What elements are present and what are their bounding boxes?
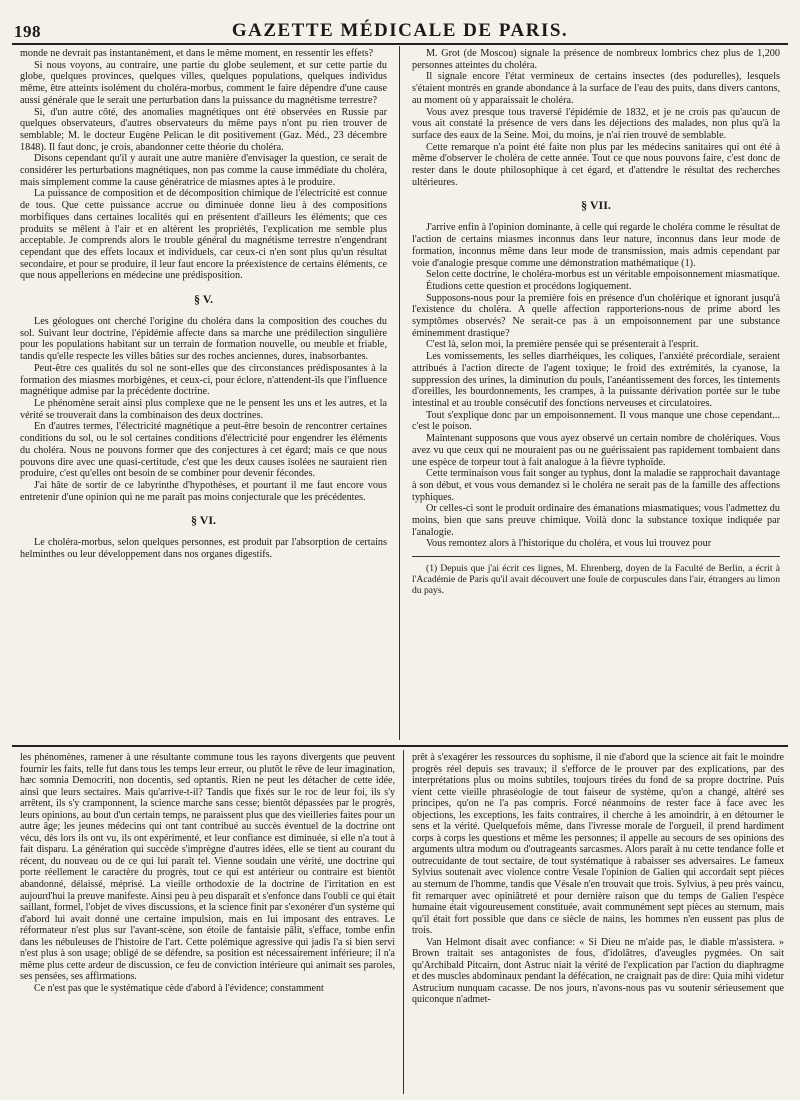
- paragraph: monde ne devrait pas instantanément, et dans le même moment, en ressentir les effets?: [20, 48, 374, 59]
- paragraph: Vous avez presque tous traversé l'épidémie de 1832, et je ne crois pas qu'aucun de vous ait constaté la présence de vers dans les déjections des malades, non plus qu'à la surface des eaux de la Seine. Moi, du moins, je n'ai rien trouvé de semblable.: [412, 106, 780, 141]
- journal-title: GAZETTE MÉDICALE DE PARIS.: [231, 20, 569, 41]
- paragraph: Les vomissements, les selles diarrhéiques, les coliques, l'anxiété précordiale, seraient attribués à l'action directe de l'agent toxique; le froid des extrémités, la cyanose, la suppression des urines, la diminution du pouls, l'anéantissement des forces, les tintements d'oreilles, les bourdonnements, les crampes, à la puissante dérivation portée sur le tube intestinal et au trouble consécutif des fonctions nerveuses et circulatoires.: [412, 351, 780, 409]
- section-heading-vi: § VI.: [190, 513, 217, 528]
- paragraph: La puissance de composition et de décomposition chimique de l'électricité est connue de tous. Que cette puissance accrue ou diminuée donne lieu à des compositions morbifiques dans certaines localités qui en présentent d'ailleurs les éléments; que ces produits se mêlent à l'air et en altèrent les propriétés, l'explication me semble plus acceptable. Je comprends alors le trouble général du magnétisme terrestre n'engendrant cependant que des effets locaux et individuels, car ceux-ci n'en sont plus qu'un résultat secondaire, et pour se produire, il leur faut encore la préexistence de certains éléments, ce que nous appellerions en médecine une prédisposition.: [20, 188, 387, 282]
- paragraph: Or celles-ci sont le produit ordinaire des émanations miasmatiques; vous l'admettez du moins, bien que sans preuve chimique. Voilà donc la substance toxique indiquée par l'analogie.: [412, 503, 780, 538]
- footnote: (1) Depuis que j'ai écrit ces lignes, M. Ehrenberg, doyen de la Faculté de Berlin, a écrit à l'Académie de Paris qu'il avait découvert une foule de corpuscules dans l'air, étrangers au limon du pays.: [412, 563, 780, 597]
- paragraph: les phénomènes, ramener à une résultante commune tous les rayons divergents que peuvent fournir les faits, telle fut dans tous les temps leur erreur, ou plutôt le rêve de leur imagination, hæc somnia Democriti, non docentis, sed optantis. Rien ne peut les détacher de cette idée, ainsi que leurs sectaires. Mais qu'arrive-t-il? Tandis que fixés sur le roc de leur foi, ils s'y arrêtent, ils s'y cramponnent, la science marche sans cesse; bientôt dépassées par le progrès, leurs opinions, au bout d'un certain temps, ne paraissent plus que des vieilleries faites pour un autre âge; les jeunes médecins qui ont tant contribué au succès éventuel de la doctrine ont vécu, dès lors ils ont vu, ils ont expérimenté, et leur confiance est diminuée, si elle n'a tout à fait disparu. La génération qui succède s'imprègne d'autres idées, elle se tient au courant du récent, du nouveau ou de ce qui lui paraît tel. Vienne soudain une vérité, une doctrine qui porte réellement le caractère du progrès, tout ce qui est antérieur ou contraire est bientôt abandonné, délaissé, méprisé. La vieille orthodoxie de la doctrine de l'irritation en est aujourd'hui la preuve manifeste. Ainsi peu à peu disparaît et s'enfonce dans l'oubli ce qui était saillant, formel, l'objet de vives discussions, et la science finit par s'exonérer d'un système qui d'abord lui avait donné une certaine impulsion, mais en lui imposant des entraves. Le réformateur n'est plus sur l'avant-scène, son étoile de fantaisie pâlit, s'efface, tombe enfin dans les nébuleuses de l'histoire de l'art. Cette polémique agressive qui jadis l'a si bien servi n'est plus à son usage; obligé de se défendre, sa position est nécessairement inférieure; il n'a même plus cette ardeur de discussion, ce feu de conviction intérieure qui animait ses paroles, ses pensées, ses affirmations.: [20, 752, 395, 983]
- paragraph: J'arrive enfin à l'opinion dominante, à celle qui regarde le choléra comme le résultat de l'action de certains miasmes inconnus dans leur nature, inconnus dans leur mode de formation, inconnus même dans leur mode de transmission, mais admis cependant par voie d'analogie presque comme une démonstration mathématique (1).: [412, 222, 780, 269]
- paragraph: Le phénomène serait ainsi plus complexe que ne le pensent les uns et les autres, et la vérité se trouverait dans la combinaison des deux doctrines.: [20, 397, 387, 421]
- section-break-rule: [12, 745, 788, 747]
- page-number: 198: [14, 22, 41, 41]
- paragraph: M. Grot (de Moscou) signale la présence de nombreux lombrics chez plus de 1,200 personnes atteintes du choléra.: [412, 48, 780, 71]
- paragraph: Étudions cette question et procédons logiquement.: [426, 280, 632, 292]
- paragraph: Disons cependant qu'il y aurait une autre manière d'envisager la question, ce serait de considérer les perturbations magnétiques, non pas comme la cause immédiate du choléra, mais simplement comme la cause génératrice de miasmes aptes à le produire.: [20, 153, 387, 188]
- paragraph: prêt à s'exagérer les ressources du sophisme, il nie d'abord que la science ait fait le moindre progrès réel depuis ses travaux; il s'efforce de le prouver par des explications, par des interprétations plus ou moins subtiles, toujours tirées du fond de sa propre doctrine. Puis vient cette vieille phraséologie de tout faiseur de système, qu'on a changé, altéré ses principes, qu'on ne l'a pas compris. Forcé néanmoins de rester face à face avec les objections, les exceptions, les faits contraires, il cherche à les amoindrir, à en détourner le sens et la vérité. Quelquefois même, dans l'ivresse morale de l'orgueil, il prend hardiment corps à corps les questions et même les personnes; il appelle au secours de ses opinions des arguments ultra modum ou d'outrageants sarcasmes. Alors paraît à nu cette tendance folle et outrecuidante de tout sectaire, de tout systématique à rabaisser ses adversaires. Le fameux Sylvius soutenait avec violence contre Vesale l'opinion de Galien qui accordait sept pièces au sternum de l'homme, tandis que Vésale n'en trouvait que trois. Sylvius, à peu près vaincu, fit remarquer avec opiniâtreté et pour dernière raison que du temps de Galien l'espèce humaine était vigoureusement constituée, avait communément sept pièces au sternum, mais qu'il était fort possible que dans ce siècle de nains, les hommes n'en eussent pas plus de trois.: [412, 752, 784, 937]
- column-divider: [403, 750, 404, 1094]
- paragraph: J'ai hâte de sortir de ce labyrinthe d'hypothèses, et pourtant il me faut encore vous entretenir d'une opinion qui ne me paraît pas moins conjecturale que les précédentes.: [20, 479, 387, 503]
- paragraph: Selon cette doctrine, le choléra-morbus est un véritable empoisonnement miasmatique.: [426, 269, 780, 281]
- paragraph: Ce n'est pas que le systématique cède d'abord à l'évidence; constamment: [34, 982, 324, 994]
- column-divider: [399, 46, 400, 740]
- paragraph: Supposons-nous pour la première fois en présence d'un cholérique et ignorant jusqu'à l'existence du choléra. A quelle affection rapporterions-nous de prime abord les symptômes observés? Ne serait-ce pas à un empoisonnement par une substance éminemment drastique?: [412, 292, 780, 339]
- paragraph: En d'autres termes, l'électricité magnétique a peut-être besoin de rencontrer certaines conditions du sol, ou le sol certaines conditions d'électricité pour engendrer les éléments du choléra. Nous ne pouvons former que des conjectures à cet égard; mais ce que nous pouvons dire avec une quasi-certitude, c'est que les deux causes isolées ne sauraient rien produire, c'est qu'elles ont besoin de se combiner pour devenir fécondes.: [20, 421, 387, 480]
- page-header: [12, 2, 788, 42]
- paragraph: Il signale encore l'état vermineux de certains insectes (des podurelles), lesquels s'étaient montrés en grande abondance à la surface de l'eau des puits, dans divers cantons, au moment où y apparaissait le choléra.: [412, 71, 780, 106]
- section-heading-v: § V.: [194, 292, 213, 307]
- header-rule: [12, 43, 788, 45]
- paragraph: Peut-être ces qualités du sol ne sont-elles que des circonstances prédisposantes à la formation des miasmes morbigènes, et ceux-ci, pour éclore, n'attendent-ils que l'influence magnétique admise par la précédente doctrine.: [20, 362, 387, 398]
- paragraph: Le choléra-morbus, selon quelques personnes, est produit par l'absorption de certains helminthes ou leur développement dans nos organes digestifs.: [20, 537, 387, 561]
- paragraph: Cette terminaison vous fait songer au typhus, dont la maladie se rapprochait davantage à son début, et vous vous demandez si le choléra ne serait pas de la famille des affections typhiques.: [412, 468, 780, 503]
- lower-right-column: [412, 752, 784, 1092]
- paragraph: Si nous voyons, au contraire, une partie du globe seulement, et sur cette partie du globe, quelques provinces, quelques villes, quelques populations, quelques individus même, être atteints isolément du choléra-morbus, comment le faire dépendre d'une cause aussi générale que le serait une perturbation dans la puissance du magnétisme terrestre?: [20, 59, 387, 106]
- upper-right-column: [412, 48, 780, 736]
- paragraph: Tout s'explique donc par un empoisonnement. Il vous manque une chose cependant... c'est le poison.: [412, 409, 780, 433]
- paragraph: Cette remarque n'a point été faite non plus par les médecins sanitaires qui ont été à même d'observer le choléra de cette année. Tout ce que nous pouvons faire, c'est donc de rester dans le doute philosophique à cet égard, et d'attendre le résultat des recherches ultérieures.: [412, 141, 780, 188]
- footnote-rule: [412, 556, 780, 557]
- upper-left-column: [20, 48, 387, 736]
- paragraph: Si, d'un autre côté, des anomalies magnétiques ont été observées en Russie par quelques observateurs, d'autres observateurs du même pays n'ont pu rien trouver de semblable; M. le docteur Eugène Pelican le dit positivement (Gaz. Méd., 23 décembre 1848). Il faut donc, je crois, abandonner cette théorie du choléra.: [20, 106, 387, 153]
- paragraph: Vous remontez alors à l'historique du choléra, et vous lui trouvez pour: [426, 538, 712, 550]
- section-heading-vii: § VII.: [581, 198, 611, 213]
- lower-left-column: [20, 752, 395, 1092]
- paragraph: Les géologues ont cherché l'origine du choléra dans la composition des couches du sol. Suivant leur doctrine, l'épidémie affecte dans sa marche une prédilection singulière pour les populations habitant sur un terrain de formation nouvelle, ou meuble et friable, tandis qu'elle respecte les villes bâties sur des roches anciennes, dures, inabsorbantes.: [20, 316, 387, 363]
- paragraph: Maintenant supposons que vous ayez observé un certain nombre de cholériques. Vous avez vu que ceux qui ne mouraient pas ou ne guérissaient pas rapidement tombaient dans une espèce de torpeur tout à fait analogue à la fièvre typhoïde.: [412, 433, 780, 468]
- paragraph: C'est là, selon moi, la première pensée qui se présenterait à l'esprit.: [426, 339, 699, 351]
- paragraph: Van Helmont disait avec confiance: « Si Dieu ne m'aide pas, le diable m'assistera. » Brown traitait ses antagonistes de fous, d'idolâtres, d'aveugles pygmées. On sait qu'Archibald Pitcairn, dont Astruc niait la vérité de l'explication par l'action du diaphragme et des muscles abdominaux pendant la défécation, ne craignait pas de dire: Quia mihi videtur Astrucium nunquam cacasse. De nos jours, n'avons-nous pas vu soutenir sérieusement que quiconque n'admet-: [412, 936, 784, 1006]
